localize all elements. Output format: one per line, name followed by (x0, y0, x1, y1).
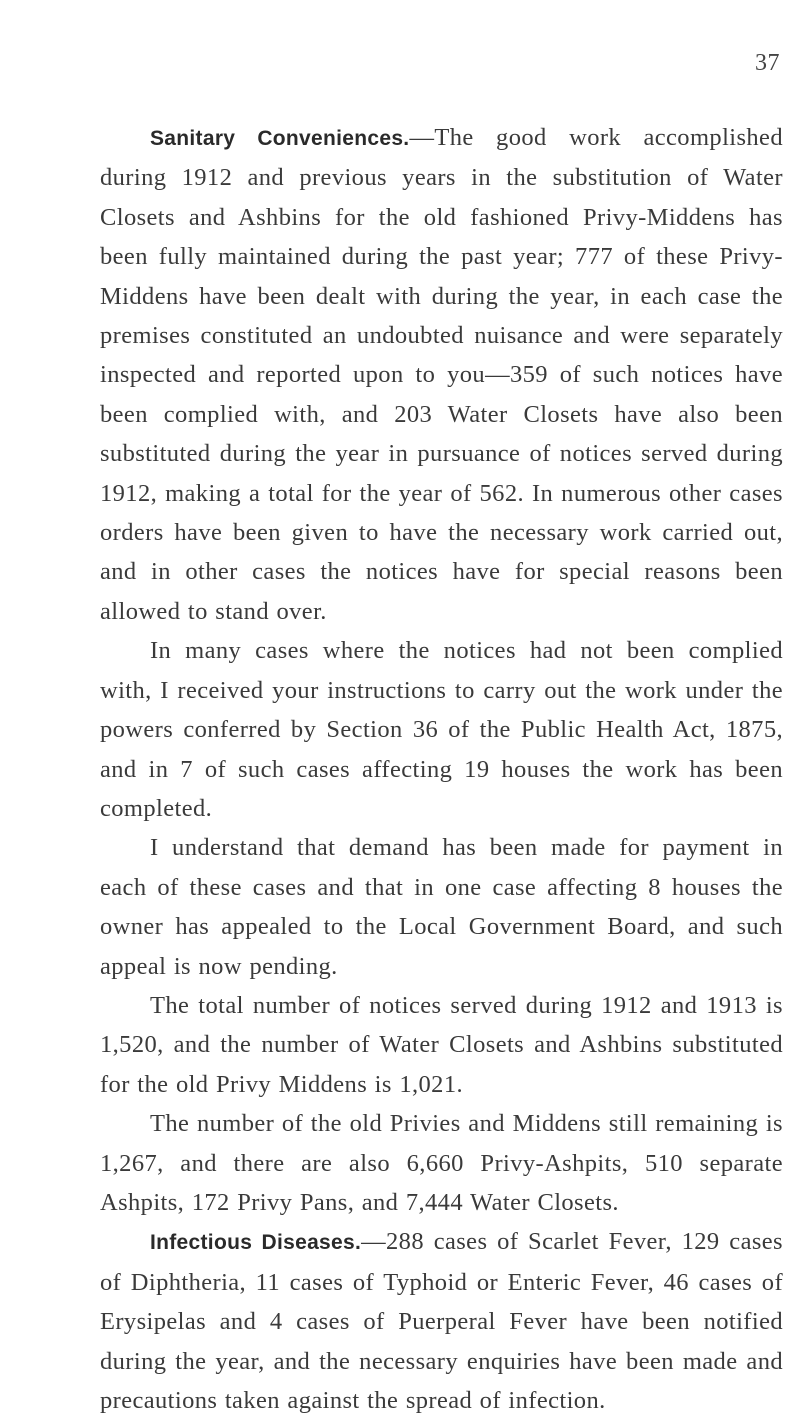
heading-infectious-diseases: Infectious Diseases. (150, 1231, 362, 1255)
paragraph-text: I understand that demand has been made for payment in each of these cases and that in one case affecting 8 houses the owner has appealed to the Local Government Board, and such appeal is now pending. (100, 834, 783, 980)
paragraph-remaining-privies (100, 1104, 783, 1222)
paragraph-text: The number of the old Privies and Middens still remaining is 1,267, and there are also 6,660 Privy-Ashpits, 510 separate Ashpits, 172 Privy Pans, and 7,444 Water Closets. (100, 1110, 783, 1216)
paragraph-infectious-diseases (100, 1222, 783, 1420)
paragraph-text: In many cases where the notices had not been complied with, I received your instructions to carry out the work under the powers conferred by Section 36 of the Public Health Act, 1875, and in 7 of such cases affecting 19 houses the work has been completed. (100, 637, 783, 822)
page-number: 37 (755, 50, 780, 76)
paragraph-sanitary-conveniences (100, 118, 783, 631)
document-body (100, 118, 783, 1420)
paragraph-payment-demand (100, 828, 783, 986)
paragraph-text: —The good work accomplished during 1912 and previous years in the substitution of Water Closets and Ashbins for the old fashioned Privy-Middens has been fully maintained during the past year; 777 of these Privy-Middens have been dealt with during the year, in each case the premises constituted an undoubted nuisance and were separately inspected and reported upon to you—359 of such notices have been complied with, and 203 Water Closets have also been substituted during the year in pursuance of notices served during 1912, making a total for the year of 562. In numerous other cases orders have been given to have the necessary work carried out, and in other cases the notices have for special reasons been allowed to stand over. (100, 124, 783, 625)
paragraph-text: The total number of notices served during 1912 and 1913 is 1,520, and the number of Water Closets and Ashbins substituted for the old Privy Middens is 1,021. (100, 991, 783, 1098)
paragraph-total-notices (100, 986, 783, 1104)
heading-sanitary-conveniences: Sanitary Conveniences. (150, 127, 410, 150)
paragraph-text: —288 cases of Scarlet Fever, 129 cases of Diphtheria, 11 cases of Typhoid or Enteric Fever, 46 cases of Erysipelas and 4 cases of Puerperal Fever have been notified during the year, and the necessary enquiries have been made and precautions taken against the spread of infection. (100, 1228, 783, 1414)
paragraph-notices-section-36 (100, 631, 783, 828)
